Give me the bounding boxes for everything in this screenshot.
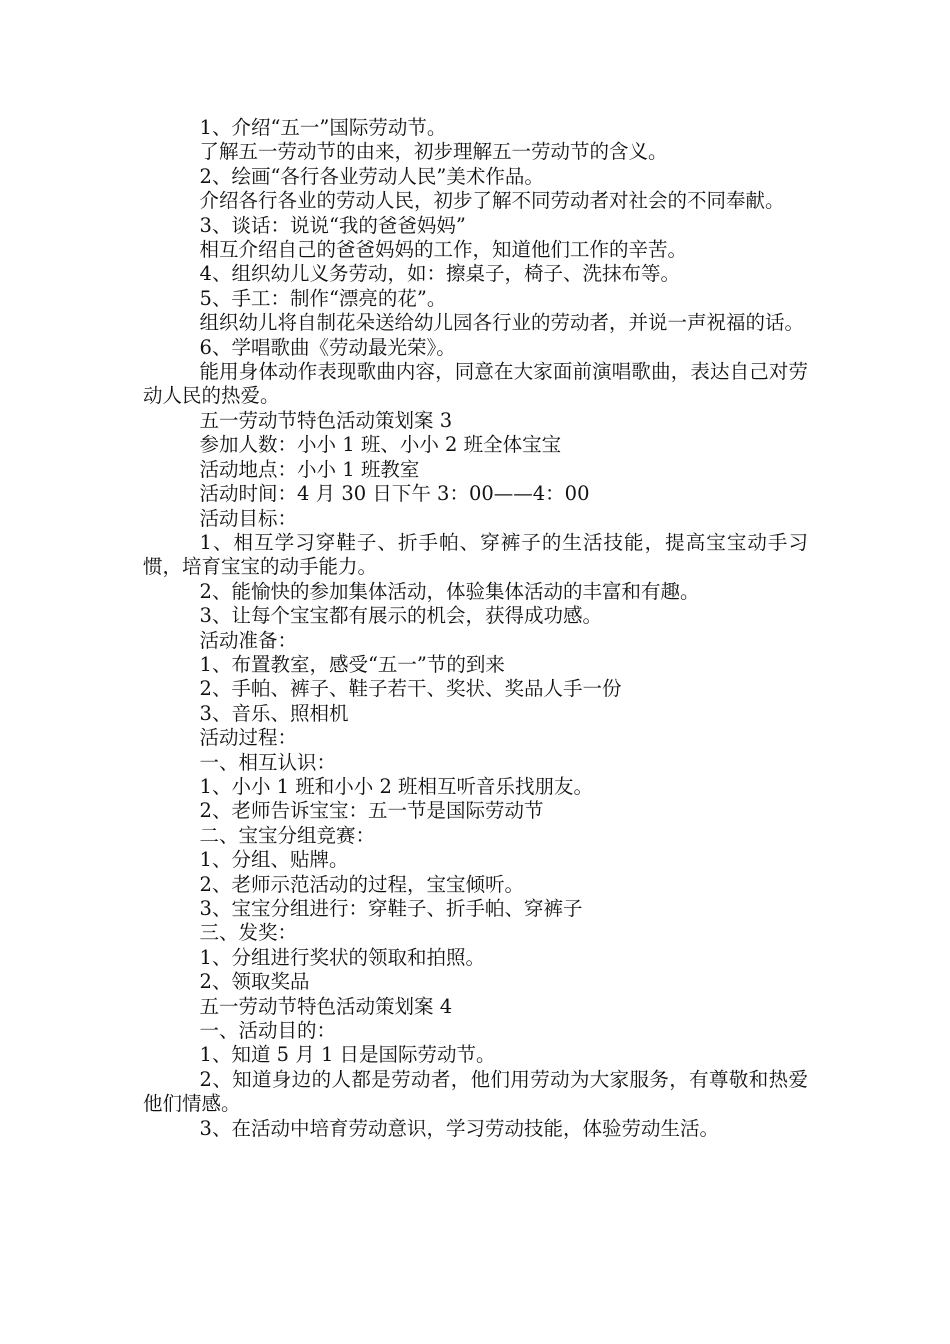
section-heading: 五一劳动节特色活动策划案 4 [199, 994, 453, 1018]
paragraph: 一、相互认识： [199, 750, 337, 774]
paragraph: 组织幼儿将自制花朵送给幼儿园各行业的劳动者，并说一声祝福的话。 [199, 311, 805, 335]
paragraph: 2、知道身边的人都是劳动者，他们用劳动为大家服务，有尊敬和热爱他们情感。 [143, 1067, 808, 1116]
document-body [143, 116, 808, 1141]
paragraph: 活动地点：小小 1 班教室 [199, 457, 420, 481]
paragraph: 3、谈话：说说“我的爸爸妈妈” [199, 213, 466, 237]
paragraph: 1、分组进行奖状的领取和拍照。 [199, 945, 485, 969]
paragraph: 活动时间：4 月 30 日下午 3：00——4：00 [199, 482, 590, 506]
paragraph: 2、老师告诉宝宝：五一节是国际劳动节 [199, 799, 544, 823]
paragraph: 2、能愉快的参加集体活动，体验集体活动的丰富和有趣。 [199, 579, 700, 603]
paragraph: 3、在活动中培育劳动意识，学习劳动技能，体验劳动生活。 [199, 1116, 719, 1140]
paragraph: 1、相互学习穿鞋子、折手帕、穿裤子的生活技能，提高宝宝动手习惯，培育宝宝的动手能力。 [143, 530, 808, 579]
paragraph: 1、知道 5 月 1 日是国际劳动节。 [199, 1043, 496, 1067]
paragraph: 2、绘画“各行各业劳动人民”美术作品。 [199, 164, 544, 188]
paragraph: 4、组织幼儿义务劳动，如：擦桌子，椅子、洗抹布等。 [199, 262, 680, 286]
paragraph: 1、介绍“五一”国际劳动节。 [199, 116, 447, 139]
paragraph: 3、让每个宝宝都有展示的机会，获得成功感。 [199, 604, 602, 628]
paragraph: 活动过程： [199, 726, 298, 750]
paragraph: 1、布置教室，感受“五一”节的到来 [199, 652, 505, 676]
paragraph: 5、手工：制作“漂亮的花”。 [199, 286, 447, 310]
paragraph: 二、宝宝分组竞赛： [199, 823, 376, 847]
paragraph: 一、活动目的： [199, 1019, 337, 1043]
paragraph: 2、领取奖品 [199, 970, 310, 994]
paragraph: 1、小小 1 班和小小 2 班相互听音乐找朋友。 [199, 774, 594, 798]
section-heading: 五一劳动节特色活动策划案 3 [199, 408, 453, 432]
paragraph: 2、老师示范活动的过程，宝宝倾听。 [199, 872, 524, 896]
paragraph: 相互介绍自己的爸爸妈妈的工作，知道他们工作的辛苦。 [199, 238, 688, 262]
paragraph: 能用身体动作表现歌曲内容，同意在大家面前演唱歌曲，表达自己对劳动人民的热爱。 [143, 360, 808, 408]
paragraph: 参加人数：小小 1 班、小小 2 班全体宝宝 [199, 433, 562, 457]
paragraph: 活动目标： [199, 506, 298, 530]
paragraph: 1、分组、贴牌。 [199, 848, 349, 872]
paragraph: 活动准备： [199, 628, 298, 652]
paragraph: 3、音乐、照相机 [199, 701, 349, 725]
paragraph: 了解五一劳动节的由来，初步理解五一劳动节的含义。 [199, 140, 668, 164]
paragraph: 6、学唱歌曲《劳动最光荣》。 [199, 335, 456, 359]
paragraph: 介绍各行各业的劳动人民，初步了解不同劳动者对社会的不同奉献。 [199, 189, 785, 213]
paragraph: 三、发奖： [199, 921, 298, 945]
paragraph: 2、手帕、裤子、鞋子若干、奖状、奖品人手一份 [199, 677, 622, 701]
paragraph: 3、宝宝分组进行：穿鞋子、折手帕、穿裤子 [199, 897, 583, 920]
